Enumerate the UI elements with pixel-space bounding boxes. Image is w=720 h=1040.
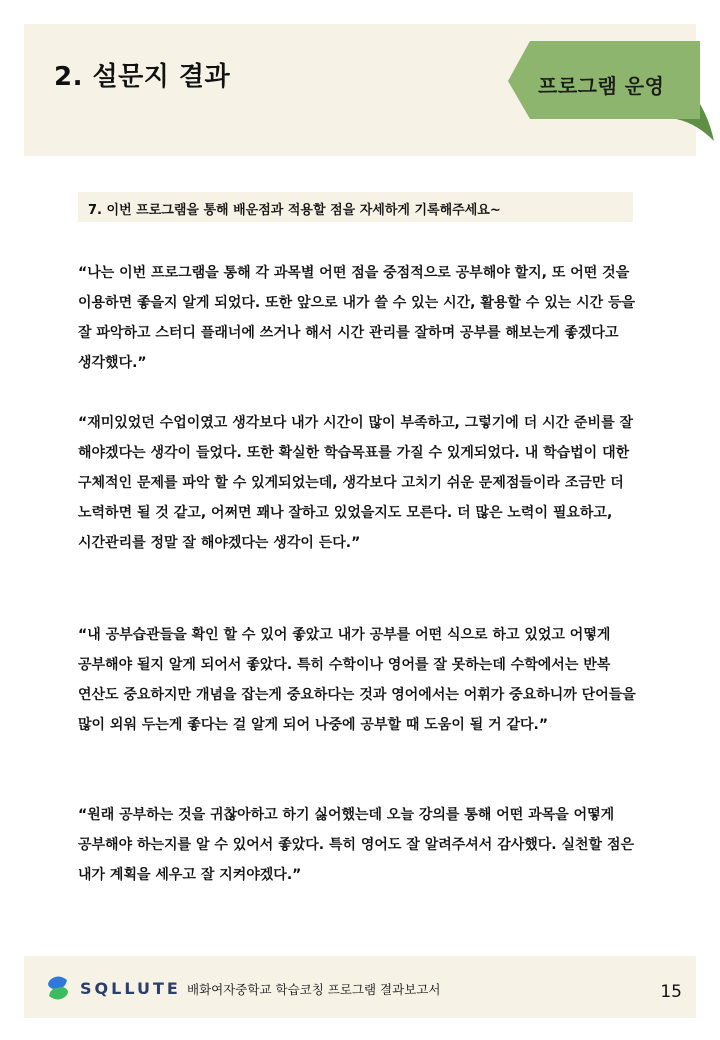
page-title: 2. 설문지 결과 bbox=[54, 62, 231, 92]
response-2: “재미있었던 수업이였고 생각보다 내가 시간이 많이 부족하고, 그렇기에 더 시간 준비를 잘 해야겠다는 생각이 들었다. 또한 확실한 학습목표를 가질 수 있게되었다. 내 학습법이 대한 구체적인 문제를 파악 할 수 있게되었는데, 생각보다 고치기 쉬운 문제점들이라 조금만 더 노력하면 될 것 같고, 어쩌면 꽤나 잘하고 있었을지도 모른다. 더 많은 노력이 필요하고, 시간관리를 정말 잘 해야겠다는 생각이 든다.” bbox=[78, 415, 633, 551]
footer-band bbox=[24, 956, 696, 1018]
question-text: 7. 이번 프로그램을 통해 배운점과 적용할 점을 자세하게 기록해주세요~ bbox=[88, 203, 501, 218]
page-number: 15 bbox=[660, 982, 682, 1002]
question-box bbox=[78, 192, 633, 222]
report-title: 배화여자중학교 학습코칭 프로그램 결과보고서 bbox=[187, 982, 441, 997]
response-3: “내 공부습관들을 확인 할 수 있어 좋았고 내가 공부를 어떤 식으로 하고 있었고 어떻게 공부해야 될지 알게 되어서 좋았다. 특히 수학이나 영어를 잘 못하는데 수학에서는 반복 연산도 중요하지만 개념을 잡는게 중요하다는 것과 영어에서는 어휘가 중요하니까 단어들을 많이 외워 두는게 좋다는 걸 알게 되어 나중에 공부할 때 도움이 될 거 같다.” bbox=[78, 627, 636, 733]
brand-name: SQLLUTE bbox=[80, 979, 181, 998]
response-4: “원래 공부하는 것을 귀찮아하고 하기 싫어했는데 오늘 강의를 통해 어떤 과목을 어떻게 공부해야 하는지를 알 수 있어서 좋았다. 특히 영어도 잘 알려주셔서 감사했다. 실천할 점은 내가 계획을 세우고 잘 지켜야겠다.” bbox=[78, 807, 634, 883]
section-tag-label: 프로그램 운영 bbox=[538, 74, 665, 98]
sollute-logo-icon bbox=[44, 974, 72, 1002]
section-tag bbox=[500, 37, 716, 141]
response-1: “나는 이번 프로그램을 통해 각 과목별 어떤 점을 중점적으로 공부해야 할지, 또 어떤 것을 이용하면 좋을지 알게 되었다. 또한 앞으로 내가 쓸 수 있는 시간, 활용할 수 있는 시간 등을 잘 파악하고 스터디 플래너에 쓰거나 해서 시간 관리를 잘하며 공부를 해보는게 좋겠다고 생각했다.” bbox=[78, 265, 636, 371]
